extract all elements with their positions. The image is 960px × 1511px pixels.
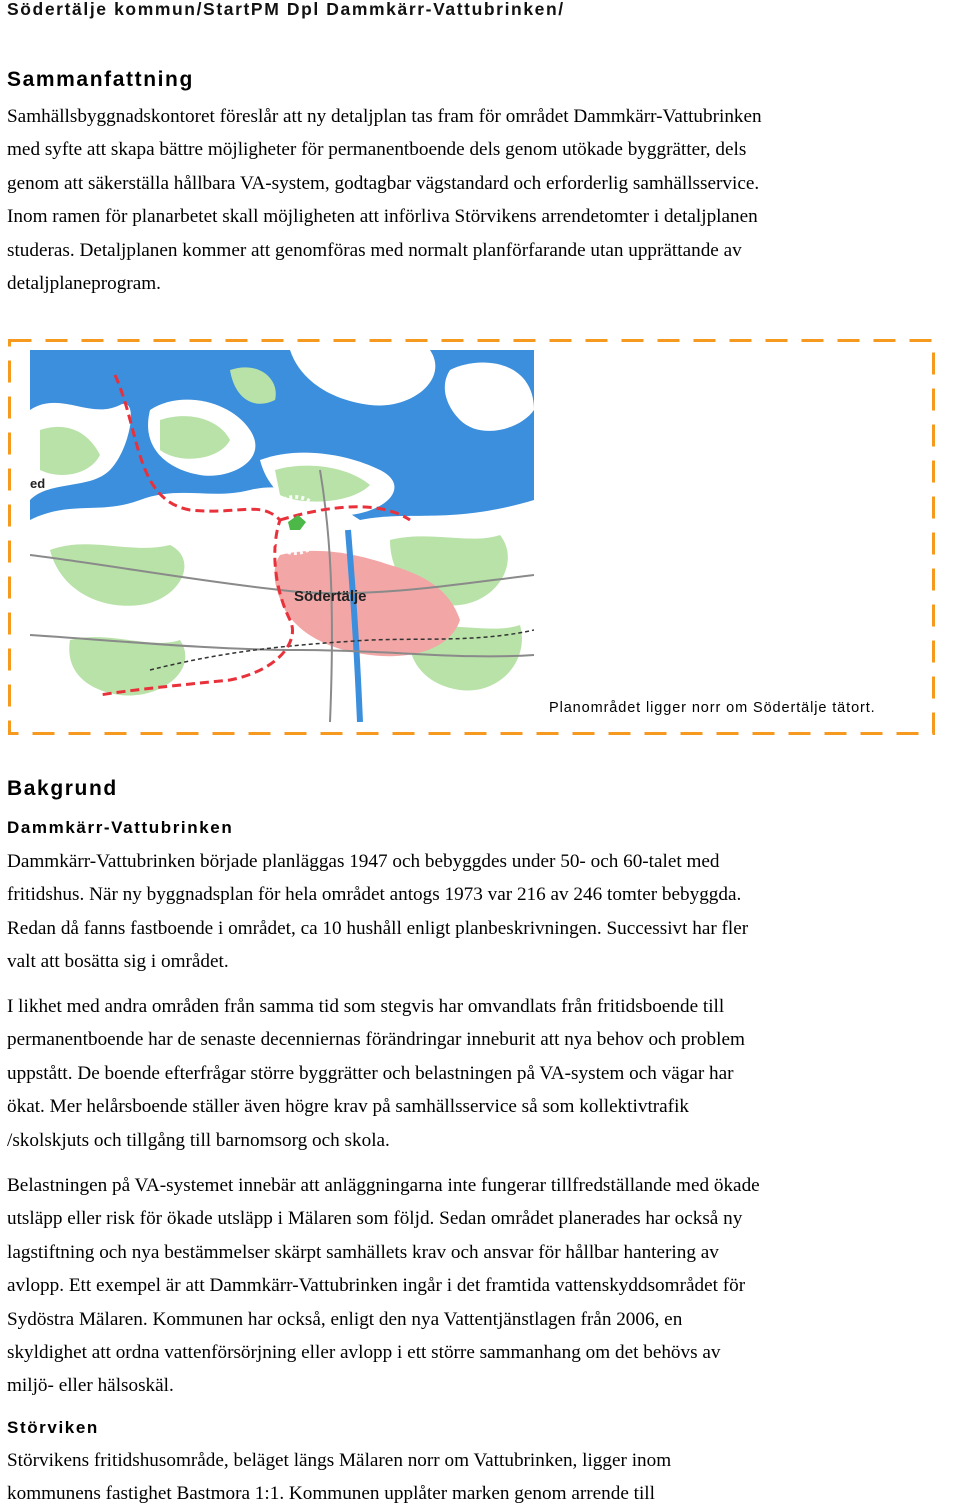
- text-line: permanentboende har de senaste decenniernas förändringar inneburit att nya behov och problem: [7, 1029, 745, 1051]
- text-line: uppstått. De boende efterfrågar större byggrätter och belastningen på VA-system och vägar har: [7, 1062, 734, 1084]
- text-line: avlopp. Ett exempel är att Dammkärr-Vattubrinken ingår i det framtida vattenskyddsområdet för: [7, 1275, 746, 1297]
- text-line: Samhällsbyggnadskontoret föreslår att ny detaljplan tas fram för området Dammkärr-Vattubrinken: [7, 106, 762, 127]
- text-line: ökat. Mer helårsboende ställer även högre krav på samhällsservice så som kollektivtrafik: [7, 1096, 689, 1118]
- text-line: med syfte att skapa bättre möjligheter för permanentboende dels genom utökade byggrätter, dels: [7, 139, 747, 161]
- breadcrumb: Södertälje kommun/StartPM Dpl Dammkärr-Vattubrinken/: [7, 0, 565, 19]
- subheading-storviken: Störviken: [7, 1418, 99, 1437]
- paragraph-4: [7, 1444, 960, 1511]
- location-map: [30, 350, 534, 722]
- text-line: Redan då fanns fastboende i området, ca 10 hushåll enligt planbeskrivningen. Successivt har fler: [7, 917, 749, 939]
- paragraph-3: [7, 1169, 960, 1403]
- paragraph-1: [7, 845, 960, 979]
- text-line: Inom ramen för planarbetet skall möjligheten att införliva Störvikens arrendetomter i detaljplanen: [7, 206, 758, 228]
- text-line: I likhet med andra områden från samma tid som stegvis har omvandlats från fritidsboende till: [7, 996, 725, 1017]
- map-label-sodertalje: Södertälje: [294, 588, 367, 605]
- text-line: kommunens fastighet Bastmora 1:1. Kommunen upplåter marken genom arrende till: [7, 1483, 655, 1505]
- text-line: skyldighet att ordna vattenförsörjning eller avlopp i ett större sammanhang om det behövs av: [7, 1342, 721, 1364]
- text-line: detaljplaneprogram.: [7, 273, 161, 295]
- text-line: miljö- eller hälsoskäl.: [7, 1375, 174, 1397]
- subheading-dammkarr: Dammkärr-Vattubrinken: [7, 818, 234, 837]
- text-line: utsläpp eller risk för ökade utsläpp i Mälaren som följd. Sedan området planerades har också ny: [7, 1208, 743, 1230]
- map-label-left: ed: [30, 476, 46, 491]
- summary-heading: Sammanfattning: [7, 68, 194, 91]
- background-heading: Bakgrund: [7, 777, 118, 800]
- summary-paragraph: [7, 100, 960, 300]
- text-line: studeras. Detaljplanen kommer att genomföras med normalt planförfarande utan upprättande av: [7, 239, 742, 261]
- text-line: valt att bosätta sig i området.: [7, 951, 229, 973]
- text-line: Dammkärr-Vattubrinken började planläggas 1947 och bebyggdes under 50- och 60-talet med: [7, 851, 720, 872]
- text-line: fritidshus. När ny byggnadsplan för hela området antogs 1973 var 216 av 246 tomter bebyggda.: [7, 884, 742, 906]
- text-line: /skolskjuts och tillgång till barnomsorg och skola.: [7, 1129, 390, 1151]
- text-line: genom att säkerställa hållbara VA-system, godtagbar vägstandard och erforderlig samhällsservice.: [7, 172, 760, 194]
- paragraph-2: [7, 990, 960, 1157]
- text-line: Belastningen på VA-systemet innebär att anläggningarna inte fungerar tillfredställande med ökade: [7, 1175, 760, 1196]
- text-line: Sydöstra Mälaren. Kommunen har också, enligt den nya Vattentjänstlagen från 2006, en: [7, 1308, 683, 1330]
- text-line: lagstiftning och nya bestämmelser skärpt samhällets krav och ansvar för hållbar hantering av: [7, 1241, 719, 1263]
- text-line: Störvikens fritidshusområde, beläget längs Mälaren norr om Vattubrinken, ligger inom: [7, 1450, 672, 1471]
- figure-caption: Planområdet ligger norr om Södertälje tätort.: [549, 700, 876, 716]
